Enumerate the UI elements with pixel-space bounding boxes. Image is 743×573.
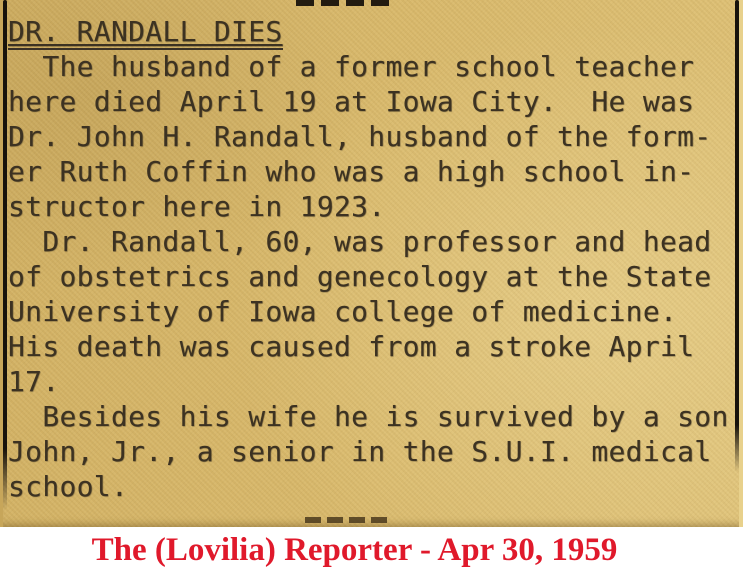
dash-icon	[371, 517, 387, 523]
paper-right-margin	[739, 0, 743, 527]
article-line: Besides his wife he is survived by a son	[8, 400, 729, 433]
top-printer-dash-marks-icon	[296, 0, 396, 6]
article-line: school.	[8, 470, 129, 503]
article-line: His death was caused from a stroke April	[8, 330, 695, 363]
article-line: The husband of a former school teacher	[8, 50, 695, 83]
article-line: structor here in 1923.	[8, 190, 386, 223]
article-line: John, Jr., a senior in the S.U.I. medical	[8, 435, 712, 468]
article-line: Dr. Randall, 60, was professor and head	[8, 225, 712, 258]
article-line: of obstetrics and genecology at the State	[8, 260, 712, 293]
dash-icon	[346, 0, 364, 6]
caption-bar	[0, 527, 743, 573]
article-line: Dr. John H. Randall, husband of the form-	[8, 120, 712, 153]
bottom-printer-dash-marks-icon	[305, 517, 393, 523]
dash-icon	[321, 0, 339, 6]
headline-underlined: DR. RANDALL DIES	[8, 15, 283, 48]
article-line: er Ruth Coffin who was a high school in-	[8, 155, 695, 188]
article-line: 17.	[8, 365, 60, 398]
dash-icon	[371, 0, 389, 6]
left-column-rule	[3, 0, 7, 510]
dash-icon	[296, 0, 314, 6]
dash-icon	[327, 517, 343, 523]
article-headline	[8, 14, 729, 49]
dash-icon	[305, 517, 321, 523]
source-caption: The (Lovilia) Reporter - Apr 30, 1959	[91, 531, 618, 568]
article-line: University of Iowa college of medicine.	[8, 295, 678, 328]
dash-icon	[349, 517, 365, 523]
article-line: here died April 19 at Iowa City. He was	[8, 85, 695, 118]
right-column-rule	[735, 0, 739, 472]
article-text	[8, 14, 729, 504]
